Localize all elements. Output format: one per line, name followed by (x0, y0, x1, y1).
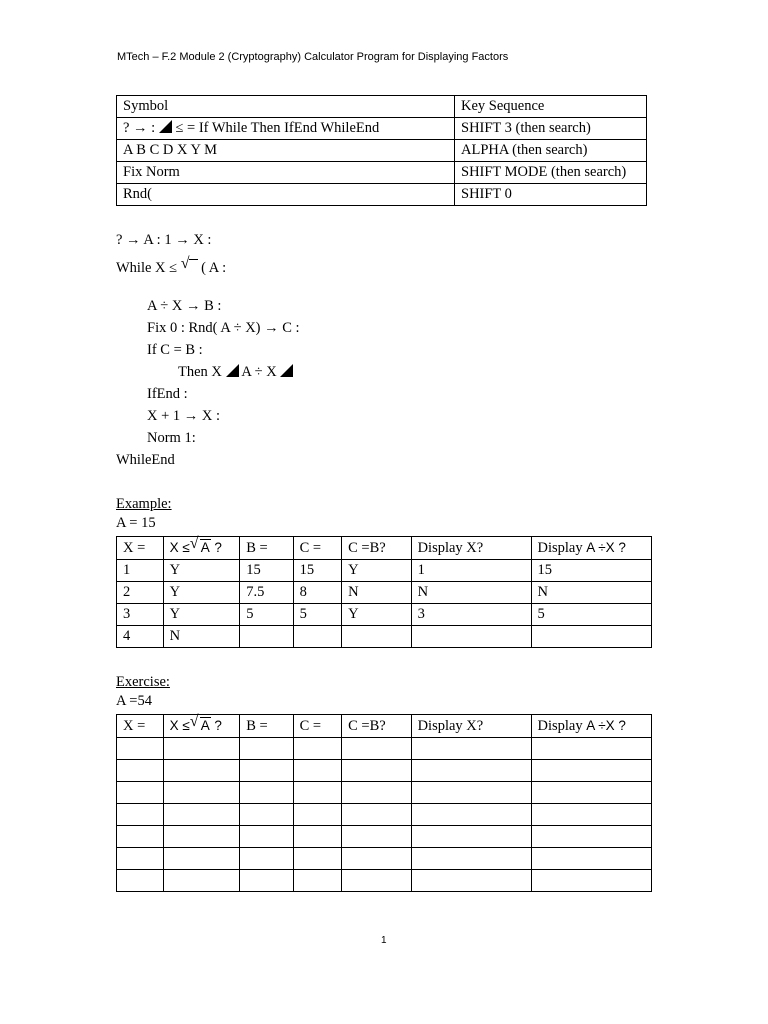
example-heading: Example: (116, 496, 172, 512)
program-text: Then X (178, 364, 226, 380)
page-number: 1 (381, 935, 387, 946)
table-header-cell: X ≤ √ A ? (163, 715, 240, 738)
program-line: A ÷ X → B : (147, 298, 222, 314)
table-header-cell: Display X? (411, 537, 531, 560)
table-header-cell: C =B? (342, 537, 411, 560)
table-header-cell: C = (293, 715, 342, 738)
display-triangle-icon (159, 120, 172, 133)
table-cell: 7.5 (240, 582, 293, 604)
table-cell: 15 (531, 560, 652, 582)
table-row (117, 537, 652, 560)
program-line: X + 1 → X : (147, 408, 221, 424)
table-cell[interactable] (240, 848, 293, 870)
table-cell[interactable] (531, 738, 652, 760)
table-cell[interactable] (411, 760, 531, 782)
table-row (117, 582, 652, 604)
table-cell[interactable] (163, 848, 240, 870)
program-line (178, 364, 293, 381)
table-cell: Y (163, 560, 240, 582)
program-line: If C = B : (147, 342, 203, 358)
page-header: MTech – F.2 Module 2 (Cryptography) Calculator Program for Displaying Factors (117, 51, 509, 63)
table-cell: 15 (240, 560, 293, 582)
table-header-cell: Key Sequence (455, 96, 647, 118)
table-cell: Rnd( (117, 184, 455, 206)
table-cell[interactable] (163, 826, 240, 848)
table-row (117, 848, 652, 870)
table-cell[interactable] (240, 804, 293, 826)
table-cell[interactable] (163, 738, 240, 760)
table-cell[interactable] (411, 804, 531, 826)
table-cell: 3 (411, 604, 531, 626)
table-row (117, 96, 647, 118)
table-cell[interactable] (342, 782, 411, 804)
table-row (117, 184, 647, 206)
program-text: While X ≤ (116, 260, 181, 276)
table-cell[interactable] (342, 804, 411, 826)
program-line: ? → A : 1 → X : (116, 232, 212, 248)
table-cell: 3 (117, 604, 164, 626)
table-row (117, 626, 652, 648)
symbol-text: ≤ = If While Then IfEnd WhileEnd (171, 120, 380, 136)
table-header-cell: Symbol (117, 96, 455, 118)
table-row (117, 162, 647, 184)
table-row (117, 118, 647, 140)
program-line: WhileEnd (116, 452, 175, 468)
table-cell[interactable] (117, 738, 164, 760)
table-cell[interactable] (411, 870, 531, 892)
table-cell[interactable] (411, 738, 531, 760)
table-cell[interactable] (293, 782, 342, 804)
table-header-cell: B = (240, 715, 293, 738)
table-cell[interactable] (163, 870, 240, 892)
table-row (117, 140, 647, 162)
exercise-body (117, 738, 652, 892)
table-cell: 5 (293, 604, 342, 626)
table-header-cell: B = (240, 537, 293, 560)
table-cell[interactable] (531, 826, 652, 848)
table-cell: 1 (117, 560, 164, 582)
table-cell[interactable] (411, 848, 531, 870)
table-cell[interactable] (293, 738, 342, 760)
table-row (117, 826, 652, 848)
table-cell[interactable] (342, 870, 411, 892)
table-cell[interactable] (163, 782, 240, 804)
symbol-key-table (116, 95, 647, 206)
table-cell: N (531, 582, 652, 604)
table-cell (293, 626, 342, 648)
table-row (117, 604, 652, 626)
table-cell: Y (163, 604, 240, 626)
display-triangle-icon (226, 364, 239, 377)
table-cell (117, 118, 455, 140)
table-cell: 5 (531, 604, 652, 626)
table-cell: SHIFT MODE (then search) (455, 162, 647, 184)
table-cell[interactable] (117, 804, 164, 826)
table-cell[interactable] (240, 870, 293, 892)
table-cell[interactable] (117, 848, 164, 870)
example-table (116, 536, 652, 648)
table-cell: Y (163, 582, 240, 604)
table-cell[interactable] (342, 738, 411, 760)
table-cell[interactable] (293, 826, 342, 848)
table-header-cell: X ≤ √ A ? (163, 537, 240, 560)
table-row (117, 804, 652, 826)
example-a-value: A = 15 (116, 515, 156, 531)
table-cell[interactable] (163, 760, 240, 782)
table-header-cell: C =B? (342, 715, 411, 738)
table-cell[interactable] (531, 782, 652, 804)
table-cell (411, 626, 531, 648)
program-text: ( A : (197, 260, 227, 276)
table-cell: N (342, 582, 411, 604)
table-cell: SHIFT 0 (455, 184, 647, 206)
sqrt-icon: √ A (189, 535, 210, 555)
exercise-a-value: A =54 (116, 693, 152, 709)
program-line (116, 255, 227, 277)
table-cell[interactable] (531, 804, 652, 826)
table-header-cell: X = (117, 715, 164, 738)
table-cell[interactable] (117, 782, 164, 804)
display-triangle-icon (280, 364, 293, 377)
table-cell[interactable] (531, 848, 652, 870)
program-line: Norm 1: (147, 430, 196, 446)
table-cell (240, 626, 293, 648)
table-cell[interactable] (240, 826, 293, 848)
table-row (117, 782, 652, 804)
table-cell[interactable] (293, 804, 342, 826)
table-cell[interactable] (411, 782, 531, 804)
table-cell: Y (342, 560, 411, 582)
table-row (117, 738, 652, 760)
table-cell[interactable] (240, 782, 293, 804)
table-header-cell: Display X? (411, 715, 531, 738)
table-cell: Y (342, 604, 411, 626)
table-row (117, 760, 652, 782)
table-cell[interactable] (163, 804, 240, 826)
table-row (117, 870, 652, 892)
table-cell: 5 (240, 604, 293, 626)
table-cell[interactable] (240, 738, 293, 760)
table-cell: 15 (293, 560, 342, 582)
table-row (117, 560, 652, 582)
table-cell: N (163, 626, 240, 648)
table-cell: Fix Norm (117, 162, 455, 184)
table-cell: A B C D X Y M (117, 140, 455, 162)
table-cell: ALPHA (then search) (455, 140, 647, 162)
table-cell[interactable] (117, 870, 164, 892)
table-cell[interactable] (531, 760, 652, 782)
table-row (117, 715, 652, 738)
table-cell[interactable] (531, 870, 652, 892)
table-header-cell: Display A ÷X ? (531, 537, 652, 560)
table-cell[interactable] (293, 848, 342, 870)
table-cell[interactable] (293, 760, 342, 782)
sqrt-icon: √ (180, 255, 190, 272)
table-header-cell: C = (293, 537, 342, 560)
table-cell: SHIFT 3 (then search) (455, 118, 647, 140)
sqrt-icon: √ A (189, 713, 210, 733)
program-text: A ÷ X (238, 364, 281, 380)
table-cell[interactable] (293, 870, 342, 892)
program-line: IfEnd : (147, 386, 188, 402)
table-cell: N (411, 582, 531, 604)
symbol-text: ? → : (123, 120, 159, 136)
table-cell (342, 626, 411, 648)
table-cell[interactable] (342, 826, 411, 848)
table-cell: 2 (117, 582, 164, 604)
table-cell: 4 (117, 626, 164, 648)
table-header-cell: X = (117, 537, 164, 560)
table-cell[interactable] (411, 826, 531, 848)
exercise-heading: Exercise: (116, 674, 170, 690)
table-cell[interactable] (117, 760, 164, 782)
table-cell[interactable] (240, 760, 293, 782)
table-cell (531, 626, 652, 648)
table-cell[interactable] (342, 760, 411, 782)
table-cell: 8 (293, 582, 342, 604)
exercise-table (116, 714, 652, 892)
table-cell: 1 (411, 560, 531, 582)
table-header-cell: Display A ÷X ? (531, 715, 652, 738)
table-cell[interactable] (342, 848, 411, 870)
program-line: Fix 0 : Rnd( A ÷ X) → C : (147, 320, 300, 336)
table-cell[interactable] (117, 826, 164, 848)
